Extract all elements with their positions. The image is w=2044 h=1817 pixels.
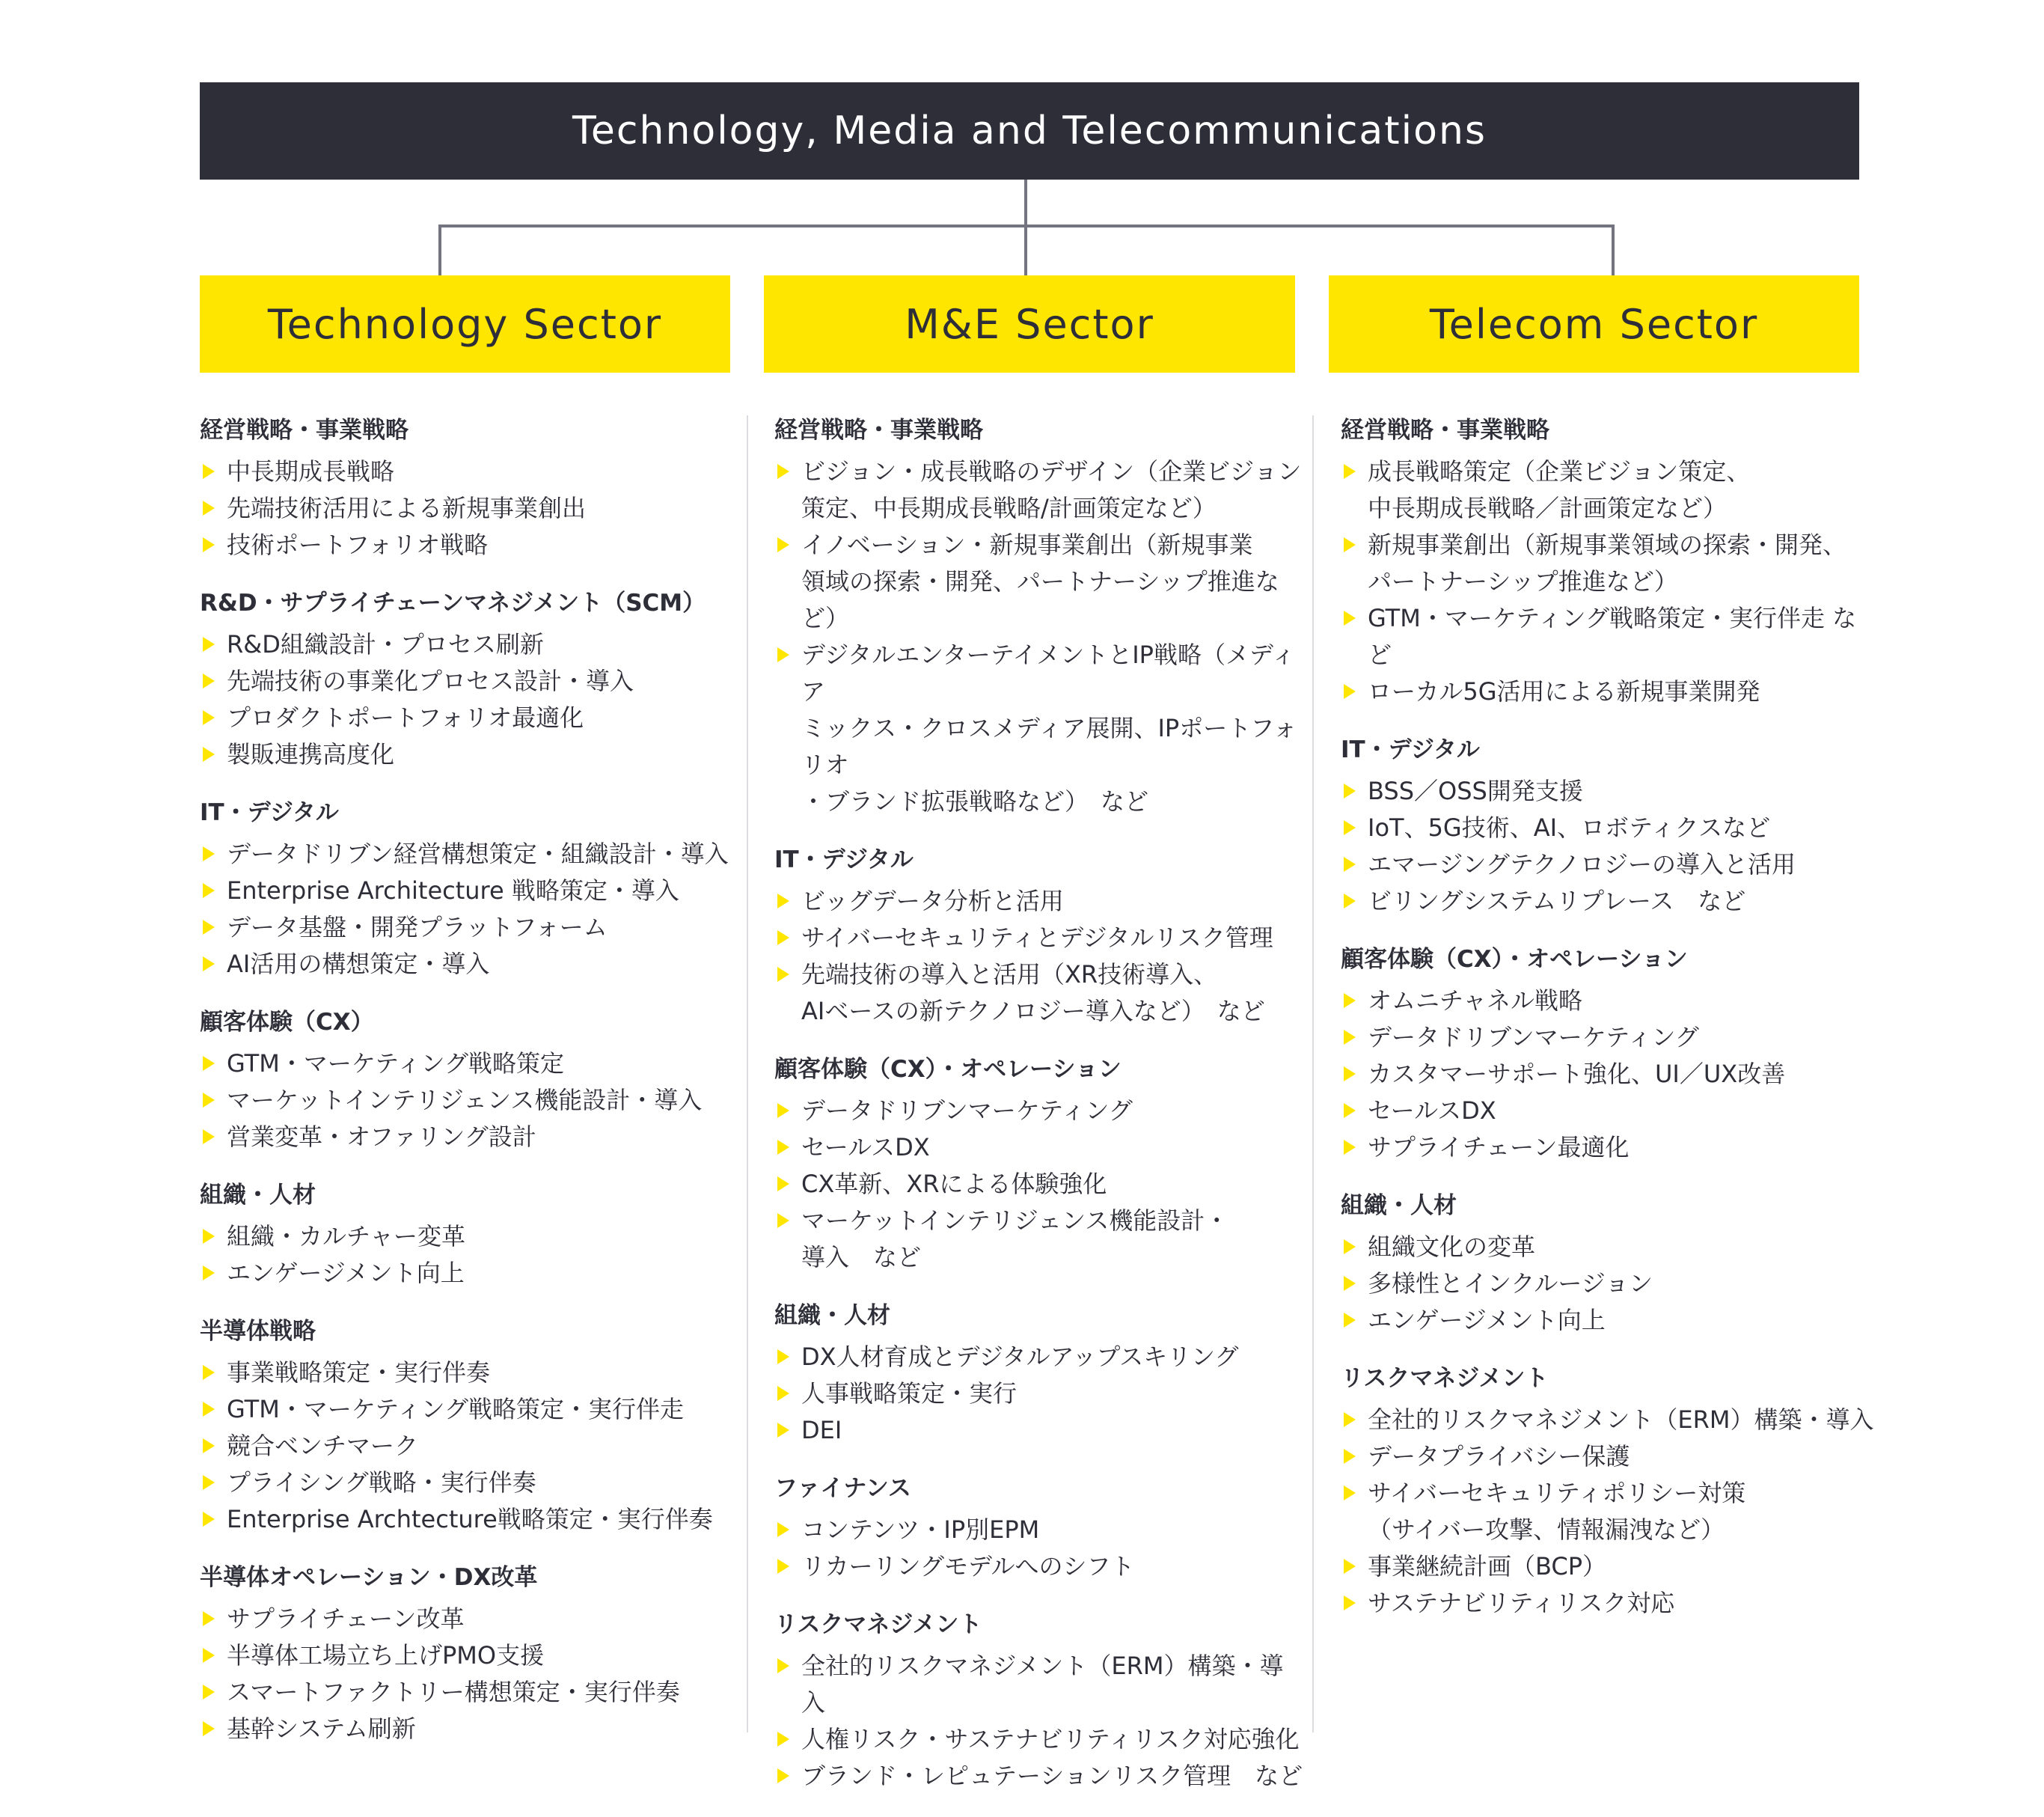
list-item [200, 836, 738, 873]
triangle-bullet-icon [203, 747, 215, 762]
list-item-text: マーケットインテリジェンス機能設計・導入 [227, 1086, 703, 1114]
header-title: Technology, Media and Telecommunications [572, 109, 1487, 153]
section-item-list [774, 883, 1306, 1030]
triangle-bullet-icon [1344, 894, 1356, 908]
list-item [1341, 1585, 1879, 1622]
list-item [200, 1119, 738, 1155]
list-item [200, 1711, 738, 1747]
list-item [1341, 1019, 1879, 1056]
list-item-text: 先端技術活用による新規事業創出 [227, 494, 587, 522]
list-item [1341, 810, 1879, 846]
service-section [1341, 1188, 1879, 1339]
list-item-text: マーケットインテリジェンス機能設計・ 導入 など [801, 1206, 1229, 1271]
triangle-bullet-icon [203, 1265, 215, 1280]
list-item [774, 1548, 1306, 1585]
list-item [774, 1412, 1306, 1449]
triangle-bullet-icon [1344, 784, 1356, 798]
me-column [774, 413, 1306, 1817]
list-item [200, 1674, 738, 1711]
list-item-text: 全社的リスクマネジメント（ERM）構築・導入 [801, 1652, 1284, 1717]
list-item [200, 1501, 738, 1538]
list-item-text: GTM・マーケティング戦略策定・実行伴走 [227, 1395, 684, 1423]
list-item-text: エンゲージメント向上 [1368, 1306, 1606, 1334]
triangle-bullet-icon [777, 464, 789, 479]
list-item [1341, 1475, 1879, 1548]
list-item-text: デジタルエンターテイメントとIP戦略（メディア ミックス・クロスメディア展開、IPポートフォリオ ・ブランド拡張戦略など） など [801, 641, 1297, 816]
triangle-bullet-icon [1344, 1595, 1356, 1610]
triangle-bullet-icon [777, 1213, 789, 1228]
triangle-bullet-icon [1344, 1066, 1356, 1081]
list-item-text: 人権リスク・サステナビリティリスク対応強化 [801, 1725, 1300, 1753]
section-title: 経営戦略・事業戦略 [1341, 417, 1549, 444]
triangle-bullet-icon [203, 846, 215, 861]
triangle-bullet-icon [1344, 1313, 1356, 1328]
section-item-list [1341, 1402, 1879, 1622]
list-item-text: 競合ベンチマーク [227, 1432, 419, 1460]
list-item [774, 454, 1306, 527]
service-section [200, 1178, 738, 1292]
section-title: IT・デジタル [1341, 736, 1480, 763]
list-item [1341, 1229, 1879, 1265]
list-item-text: 組織文化の変革 [1368, 1233, 1536, 1261]
sector-header-technology [200, 275, 730, 373]
list-item [1341, 883, 1879, 920]
list-item-text: 多様性とインクルージョン [1368, 1269, 1653, 1298]
triangle-bullet-icon [203, 883, 215, 898]
list-item [774, 920, 1306, 956]
section-item-list [1341, 454, 1879, 710]
list-item-text: 基幹システム刷新 [227, 1714, 416, 1743]
list-item-text: GTM・マーケティング戦略策定・実行伴走 など [1368, 604, 1857, 669]
section-item-list [200, 454, 738, 564]
section-item-list [200, 1355, 738, 1538]
list-item [1341, 527, 1879, 600]
triangle-bullet-icon [1344, 537, 1356, 552]
triangle-bullet-icon [777, 647, 789, 662]
triangle-bullet-icon [1344, 993, 1356, 1008]
service-section [200, 1005, 738, 1155]
service-section [200, 586, 738, 773]
triangle-bullet-icon [203, 1093, 215, 1108]
list-item [1341, 773, 1879, 810]
telecom-column [1341, 413, 1879, 1644]
list-item-text: 組織・カルチャー変革 [227, 1222, 466, 1250]
triangle-bullet-icon [777, 894, 789, 908]
triangle-bullet-icon [203, 1129, 215, 1144]
triangle-bullet-icon [777, 1732, 789, 1747]
list-item-text: サイバーセキュリティとデジタルリスク管理 [801, 923, 1273, 952]
list-item-text: データプライバシー保護 [1368, 1442, 1630, 1471]
list-item-text: 製販連携高度化 [227, 740, 395, 769]
sector-header-me [764, 275, 1295, 373]
column-divider [1312, 415, 1314, 1732]
section-item-list [200, 1218, 738, 1292]
list-item [200, 736, 738, 773]
triangle-bullet-icon [203, 1475, 215, 1490]
triangle-bullet-icon [203, 1721, 215, 1736]
section-item-list [1341, 983, 1879, 1166]
list-item [200, 700, 738, 736]
triangle-bullet-icon [1344, 1103, 1356, 1118]
section-title: 経営戦略・事業戦略 [200, 417, 409, 444]
list-item-text: 技術ポートフォリオ戦略 [227, 531, 489, 559]
section-title: リスクマネジメント [774, 1611, 982, 1638]
triangle-bullet-icon [1344, 1485, 1356, 1500]
list-item-text: ブランド・レピュテーションリスク管理 など [801, 1762, 1303, 1790]
service-section [774, 1298, 1306, 1449]
list-item [1341, 1438, 1879, 1475]
list-item [1341, 846, 1879, 883]
column-divider [747, 415, 748, 1732]
service-section [1341, 413, 1879, 710]
section-title: 半導体戦略 [200, 1318, 316, 1345]
triangle-bullet-icon [777, 930, 789, 945]
tmt-header [200, 82, 1859, 180]
list-item [774, 1512, 1306, 1548]
list-item [1341, 1302, 1879, 1339]
list-item [200, 1391, 738, 1428]
list-item [200, 490, 738, 527]
list-item [1341, 1093, 1879, 1129]
section-title: R&D・サプライチェーンマネジメント（SCM） [200, 590, 706, 617]
list-item [1341, 454, 1879, 527]
list-item [774, 1721, 1306, 1758]
list-item-text: 中長期成長戦略 [227, 457, 395, 486]
list-item [774, 883, 1306, 920]
section-title: 組織・人材 [1341, 1192, 1457, 1219]
connector-right [1612, 225, 1615, 275]
triangle-bullet-icon [203, 674, 215, 688]
service-section [774, 1607, 1306, 1795]
section-title: 顧客体験（CX）・オペレーション [1341, 946, 1688, 973]
triangle-bullet-icon [1344, 820, 1356, 835]
triangle-bullet-icon [203, 1611, 215, 1626]
list-item-text: Enterprise Archtecture戦略策定・実行伴奏 [227, 1505, 713, 1533]
list-item-text: 事業継続計画（BCP） [1368, 1552, 1607, 1581]
technology-column [200, 413, 738, 1770]
triangle-bullet-icon [777, 1140, 789, 1155]
list-item [1341, 1129, 1879, 1166]
service-section [774, 843, 1306, 1030]
list-item [1341, 600, 1879, 674]
list-item-text: ローカル5G活用による新規事業開発 [1368, 677, 1760, 706]
triangle-bullet-icon [203, 537, 215, 552]
list-item-text: 全社的リスクマネジメント（ERM）構築・導入 [1368, 1405, 1874, 1434]
list-item [200, 1465, 738, 1501]
service-section [200, 1314, 738, 1538]
list-item [774, 637, 1306, 820]
section-item-list [774, 454, 1306, 820]
section-title: IT・デジタル [200, 799, 339, 826]
list-item-text: ビジョン・成長戦略のデザイン（企業ビジョン 策定、中長期成長戦略/計画策定など） [801, 457, 1302, 522]
list-item [200, 909, 738, 946]
section-title: IT・デジタル [774, 846, 914, 873]
triangle-bullet-icon [203, 1056, 215, 1071]
triangle-bullet-icon [777, 1522, 789, 1537]
list-item-text: データドリブン経営構想策定・組織設計・導入 [227, 840, 729, 868]
triangle-bullet-icon [1344, 684, 1356, 699]
list-item-text: 営業変革・オファリング設計 [227, 1123, 536, 1151]
section-item-list [774, 1339, 1306, 1449]
list-item [774, 527, 1306, 637]
list-item [200, 1082, 738, 1119]
triangle-bullet-icon [1344, 464, 1356, 479]
triangle-bullet-icon [203, 1402, 215, 1417]
triangle-bullet-icon [203, 956, 215, 971]
section-item-list [200, 626, 738, 773]
list-item [200, 663, 738, 700]
service-section [774, 1471, 1306, 1585]
list-item-text: ビッグデータ分析と活用 [801, 887, 1064, 915]
list-item-text: 人事戦略策定・実行 [801, 1379, 1018, 1408]
service-section [200, 1560, 738, 1747]
section-title: 顧客体験（CX）・オペレーション [774, 1056, 1122, 1083]
triangle-bullet-icon [1344, 1276, 1356, 1291]
section-item-list [1341, 1229, 1879, 1339]
list-item-text: データドリブンマーケティング [1368, 1023, 1699, 1051]
list-item [774, 1093, 1306, 1129]
list-item-text: 成長戦略策定（企業ビジョン策定、 中長期成長戦略／計画策定など） [1368, 457, 1751, 522]
service-section [1341, 733, 1879, 920]
list-item-text: エマージングテクノロジーの導入と活用 [1368, 850, 1796, 879]
list-item [774, 1166, 1306, 1203]
section-item-list [1341, 773, 1879, 920]
triangle-bullet-icon [203, 637, 215, 652]
triangle-bullet-icon [777, 537, 789, 552]
triangle-bullet-icon [1344, 1030, 1356, 1045]
list-item [200, 1255, 738, 1292]
sector-header-telecom [1329, 275, 1859, 373]
section-item-list [774, 1512, 1306, 1585]
triangle-bullet-icon [203, 1229, 215, 1244]
list-item-text: サプライチェーン最適化 [1368, 1133, 1630, 1161]
triangle-bullet-icon [1344, 1140, 1356, 1155]
triangle-bullet-icon [203, 464, 215, 479]
service-section [200, 795, 738, 983]
section-title: 経営戦略・事業戦略 [774, 417, 983, 444]
triangle-bullet-icon [777, 1423, 789, 1438]
triangle-bullet-icon [1344, 857, 1356, 872]
list-item [200, 946, 738, 983]
service-section [1341, 942, 1879, 1166]
section-item-list [774, 1093, 1306, 1276]
list-item [774, 956, 1306, 1030]
triangle-bullet-icon [1344, 1412, 1356, 1427]
section-title: 組織・人材 [200, 1182, 316, 1209]
list-item-text: サプライチェーン改革 [227, 1604, 465, 1633]
triangle-bullet-icon [777, 1103, 789, 1118]
list-item-text: 新規事業創出（新規事業領域の探索・開発、 パートナーシップ推進など） [1368, 531, 1847, 596]
list-item [200, 873, 738, 909]
connector-left [438, 225, 441, 275]
triangle-bullet-icon [203, 710, 215, 725]
list-item-text: DX人材育成とデジタルアップスキリング [801, 1343, 1239, 1371]
service-section [200, 413, 738, 564]
list-item [200, 626, 738, 663]
list-item-text: セールスDX [801, 1133, 930, 1161]
list-item-text: プロダクトポートフォリオ最適化 [227, 703, 584, 732]
service-section [774, 413, 1306, 820]
list-item [774, 1375, 1306, 1412]
list-item [200, 454, 738, 490]
service-section [774, 1052, 1306, 1276]
service-section [1341, 1361, 1879, 1622]
list-item-text: BSS／OSS開発支援 [1368, 777, 1583, 805]
list-item [1341, 983, 1879, 1019]
section-item-list [200, 1045, 738, 1155]
list-item-text: コンテンツ・IP別EPM [801, 1515, 1040, 1544]
list-item-text: GTM・マーケティング戦略策定 [227, 1049, 564, 1078]
list-item-text: ビリングシステムリプレース など [1368, 887, 1746, 915]
list-item-text: Enterprise Architecture 戦略策定・導入 [227, 876, 679, 905]
list-item [774, 1203, 1306, 1276]
list-item-text: R&D組織設計・プロセス刷新 [227, 630, 544, 659]
list-item-text: DEI [801, 1416, 842, 1444]
list-item [774, 1758, 1306, 1795]
list-item-text: イノベーション・新規事業創出（新規事業 領域の探索・開発、パートナーシップ推進など） [801, 531, 1279, 632]
connector-horizontal [438, 225, 1615, 227]
triangle-bullet-icon [203, 1685, 215, 1700]
triangle-bullet-icon [203, 1512, 215, 1527]
section-title: 顧客体験（CX） [200, 1009, 374, 1036]
section-item-list [774, 1648, 1306, 1795]
list-item-text: AI活用の構想策定・導入 [227, 950, 490, 978]
section-title: ファイナンス [774, 1475, 911, 1502]
triangle-bullet-icon [203, 1365, 215, 1380]
list-item [200, 1601, 738, 1637]
list-item [1341, 674, 1879, 710]
triangle-bullet-icon [777, 1386, 789, 1401]
triangle-bullet-icon [1344, 611, 1356, 626]
list-item [774, 1129, 1306, 1166]
section-title: リスクマネジメント [1341, 1365, 1549, 1392]
list-item-text: CX革新、XRによる体験強化 [801, 1170, 1107, 1198]
list-item-text: IoT、5G技術、AI、ロボティクスなど [1368, 813, 1771, 842]
triangle-bullet-icon [203, 501, 215, 516]
list-item [774, 1339, 1306, 1375]
list-item-text: 事業戦略策定・実行伴奏 [227, 1358, 491, 1387]
list-item [200, 1637, 738, 1674]
triangle-bullet-icon [203, 1648, 215, 1663]
triangle-bullet-icon [777, 1349, 789, 1364]
list-item [1341, 1056, 1879, 1093]
list-item [1341, 1402, 1879, 1438]
triangle-bullet-icon [1344, 1559, 1356, 1574]
list-item-text: 先端技術の事業化プロセス設計・導入 [227, 667, 634, 695]
section-title: 組織・人材 [774, 1302, 890, 1329]
sector-title: Technology Sector [267, 300, 663, 348]
list-item [200, 527, 738, 564]
sector-title: M&E Sector [905, 300, 1154, 348]
list-item [200, 1428, 738, 1465]
list-item-text: カスタマーサポート強化、UI／UX改善 [1368, 1060, 1786, 1088]
list-item [1341, 1548, 1879, 1585]
list-item-text: プライシング戦略・実行伴奏 [227, 1468, 536, 1497]
connector-stem [1024, 180, 1027, 275]
section-title: 半導体オペレーション・DX改革 [200, 1564, 538, 1591]
list-item-text: サイバーセキュリティポリシー対策 （サイバー攻撃、情報漏洩など） [1368, 1479, 1746, 1544]
sector-title: Telecom Sector [1429, 300, 1759, 348]
triangle-bullet-icon [1344, 1449, 1356, 1464]
triangle-bullet-icon [777, 1559, 789, 1574]
triangle-bullet-icon [777, 1658, 789, 1673]
triangle-bullet-icon [203, 920, 215, 935]
section-item-list [200, 836, 738, 983]
triangle-bullet-icon [777, 967, 789, 982]
triangle-bullet-icon [777, 1176, 789, 1191]
triangle-bullet-icon [777, 1768, 789, 1783]
list-item [1341, 1265, 1879, 1302]
list-item-text: スマートファクトリー構想策定・実行伴奏 [227, 1678, 680, 1706]
list-item [774, 1648, 1306, 1721]
list-item-text: サステナビリティリスク対応 [1368, 1589, 1675, 1617]
list-item-text: オムニチャネル戦略 [1368, 986, 1583, 1015]
list-item-text: セールスDX [1368, 1096, 1496, 1125]
list-item [200, 1045, 738, 1082]
triangle-bullet-icon [1344, 1239, 1356, 1254]
triangle-bullet-icon [203, 1438, 215, 1453]
list-item [200, 1218, 738, 1255]
list-item-text: データ基盤・開発プラットフォーム [227, 913, 608, 941]
list-item-text: 半導体工場立ち上げPMO支援 [227, 1641, 545, 1670]
list-item-text: エンゲージメント向上 [227, 1259, 465, 1287]
list-item-text: 先端技術の導入と活用（XR技術導入、 AIベースの新テクノロジー導入など） など [801, 960, 1265, 1025]
list-item-text: リカーリングモデルへのシフト [801, 1552, 1135, 1581]
list-item [200, 1355, 738, 1391]
list-item-text: データドリブンマーケティング [801, 1096, 1133, 1125]
section-item-list [200, 1601, 738, 1747]
